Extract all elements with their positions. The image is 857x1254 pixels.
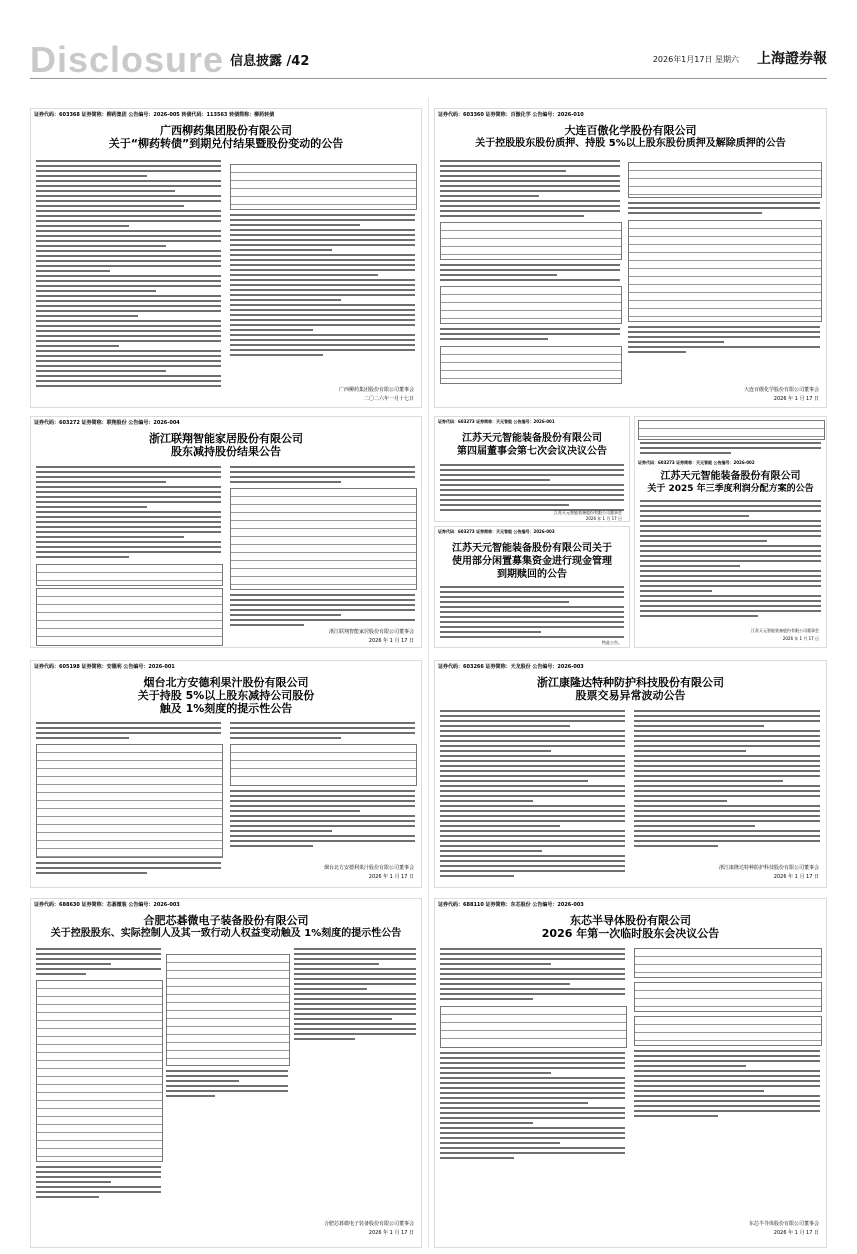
body-text-left-2 bbox=[440, 1052, 625, 1162]
cash-management-table bbox=[638, 420, 825, 440]
announcement-subtitle-2: 到期赎回的公告 bbox=[497, 569, 567, 580]
announcement-xinqi bbox=[30, 898, 422, 1248]
signature-company: 合肥芯碁微电子装备股份有限公司董事会 bbox=[323, 1221, 414, 1227]
announcement-andeli bbox=[30, 660, 422, 888]
equity-change-table bbox=[36, 980, 163, 1162]
body-text-right bbox=[634, 710, 820, 850]
signature-date: 2026 年 1 月 17 日 bbox=[773, 1230, 819, 1236]
announcement-subtitle: 2026 年第一次临时股东会决议公告 bbox=[541, 927, 720, 940]
vote-table-2 bbox=[634, 982, 822, 1012]
announcement-subtitle: 第四届董事会第七次会议决议公告 bbox=[457, 446, 607, 457]
section-title: 信息披露 /42 bbox=[230, 54, 310, 69]
announcement-subtitle: 股票交易异常波动公告 bbox=[575, 689, 686, 702]
body-text-right-head bbox=[230, 466, 415, 486]
announcement-subtitle: 关于控股股东、实际控制人及其一致行动人权益变动触及 1%刻度的提示性公告 bbox=[50, 928, 402, 939]
announcement-title: 江苏天元智能装备股份有限公司 bbox=[660, 471, 801, 482]
announcement-dongxin bbox=[434, 898, 827, 1248]
body-text-left bbox=[36, 862, 221, 877]
date-line: 2026年1月17日 星期六 bbox=[652, 55, 739, 64]
body-text-left bbox=[36, 1166, 161, 1201]
announcement-title: 浙江联翔智能家居股份有限公司 bbox=[149, 432, 303, 445]
signature-company: 烟台北方安德利果汁股份有限公司董事会 bbox=[323, 865, 414, 871]
vote-table-3 bbox=[634, 1016, 822, 1046]
announcement-title: 烟台北方安德利果汁股份有限公司 bbox=[143, 676, 309, 689]
body-text-right bbox=[230, 594, 415, 629]
signature-date: 二〇二六年一月十七日 bbox=[363, 396, 414, 402]
body-text-right bbox=[628, 202, 820, 217]
signature-company: 浙江康隆达特种防护科技股份有限公司董事会 bbox=[718, 865, 819, 871]
body-text-left bbox=[36, 160, 221, 390]
signature-date: 2026 年 1 月 17 日 bbox=[368, 1230, 414, 1236]
body-text bbox=[640, 500, 821, 620]
stock-code-line: 证券代码：603273 证券简称：天元智能 公告编号：2026-001 bbox=[438, 419, 555, 424]
brand-logo: Disclosure bbox=[30, 39, 225, 80]
attendance-table bbox=[440, 1006, 627, 1048]
body-text-right-2 bbox=[628, 326, 820, 356]
body-text-right-head bbox=[230, 722, 415, 742]
announcement-baiao bbox=[434, 108, 827, 408]
announcement-tianyuan-board bbox=[434, 416, 630, 522]
announcement-lianxiang bbox=[30, 416, 422, 648]
stock-code-line: 证券代码：603360 证券简称：百傲化学 公告编号：2026-010 bbox=[438, 112, 584, 118]
announcement-subtitle-2: 触及 1%刻度的提示性公告 bbox=[159, 702, 293, 715]
body-text-left-3 bbox=[440, 328, 620, 343]
pledge-table-3 bbox=[440, 346, 622, 384]
announcement-liuyao bbox=[30, 108, 422, 408]
announcement-subtitle: 关于“柳药转债”到期兑付结果暨股份变动的公告 bbox=[108, 137, 344, 150]
announcement-tianyuan-dividend bbox=[634, 416, 827, 648]
body-text-left bbox=[440, 710, 625, 880]
body-text-right bbox=[634, 1050, 820, 1120]
pledge-table-1 bbox=[440, 222, 622, 260]
pledge-table-2 bbox=[440, 286, 622, 324]
vote-table-1 bbox=[634, 948, 822, 978]
announcement-title: 浙江康隆达特种防护科技股份有限公司 bbox=[537, 676, 724, 689]
body-text-left-head bbox=[36, 722, 221, 742]
holding-before-after-table bbox=[166, 954, 290, 1066]
share-change-table bbox=[230, 164, 417, 210]
signature-company: 江苏天元智能装备股份有限公司董事会 bbox=[751, 628, 819, 633]
signature-company: 浙江联翔智能家居股份有限公司董事会 bbox=[328, 629, 414, 635]
signature-date: 2026 年 1 月 17 日 bbox=[773, 396, 819, 402]
body-text bbox=[440, 586, 624, 641]
announcement-title: 东芯半导体股份有限公司 bbox=[570, 914, 691, 927]
announcement-title: 合肥芯碁微电子装备股份有限公司 bbox=[143, 914, 309, 927]
signature-company: 东芯半导体股份有限公司董事会 bbox=[748, 1221, 819, 1227]
body-text-right bbox=[294, 948, 416, 1043]
body-text-left-2 bbox=[440, 264, 620, 284]
shareholding-table bbox=[628, 162, 822, 198]
body-text-left bbox=[440, 948, 625, 1003]
body-text-top bbox=[640, 442, 821, 457]
announcement-title: 大连百傲化学股份有限公司 bbox=[564, 124, 697, 137]
stock-code-line: 证券代码：603272 证券简称：联翔股份 公告编号：2026-004 bbox=[34, 420, 180, 426]
equity-change-table bbox=[36, 744, 223, 858]
newspaper-name: 上海證券報 bbox=[757, 51, 827, 67]
stock-code-line: 证券代码：688630 证券简称：芯碁微装 公告编号：2026-003 bbox=[34, 902, 180, 908]
announcement-subtitle: 关于 2025 年三季度利润分配方案的公告 bbox=[647, 484, 814, 494]
reduction-table-1 bbox=[36, 564, 223, 586]
announcement-kanglongda bbox=[434, 660, 827, 888]
signature-date: 2026 年 1 月 17 日 bbox=[368, 874, 414, 880]
holding-table bbox=[230, 744, 417, 786]
stock-code-line: 证券代码：603368 证券简称：柳药集团 公告编号：2026-005 转债代码：113563 转债简称：柳药转债 bbox=[34, 112, 275, 118]
announcement-title: 江苏天元智能装备股份有限公司 bbox=[462, 433, 602, 444]
body-text-right bbox=[230, 214, 415, 359]
body-text-left-head bbox=[36, 948, 161, 978]
stock-code-line: 证券代码：605198 证券简称：安德利 公告编号：2026-001 bbox=[34, 664, 175, 670]
stock-code-line: 证券代码：603273 证券简称：天元智能 公告编号：2026-002 bbox=[638, 460, 755, 465]
body-text-left bbox=[440, 160, 620, 220]
reduction-result-table bbox=[230, 488, 417, 590]
signature-date: 2026 年 1 月 17 日 bbox=[782, 636, 819, 641]
closing-note: 特此公告。 bbox=[602, 640, 622, 645]
masthead bbox=[30, 40, 827, 79]
signature-company: 大连百傲化学股份有限公司董事会 bbox=[743, 387, 819, 393]
release-table bbox=[628, 220, 822, 322]
signature-date: 2026 年 1 月 17 日 bbox=[368, 638, 414, 644]
stock-code-line: 证券代码：603273 证券简称：天元智能 公告编号：2026-003 bbox=[438, 529, 555, 534]
body-text bbox=[440, 464, 624, 514]
reduction-table-2 bbox=[36, 588, 223, 646]
announcement-subtitle: 关于持股 5%以上股东减持公司股份 bbox=[137, 689, 315, 702]
announcement-title: 江苏天元智能装备股份有限公司关于 bbox=[452, 543, 612, 554]
stock-code-line: 证券代码：688110 证券简称：东芯股份 公告编号：2026-003 bbox=[438, 902, 584, 908]
signature-date: 2026 年 1 月 17 日 bbox=[773, 874, 819, 880]
signature-date: 2026 年 1 月 17 日 bbox=[585, 516, 622, 521]
signature-company: 江苏天元智能装备股份有限公司董事会 bbox=[554, 510, 622, 515]
column-divider bbox=[428, 98, 429, 1248]
stock-code-line: 证券代码：603266 证券简称：天龙股份 公告编号：2026-003 bbox=[438, 664, 584, 670]
announcement-tianyuan-cash bbox=[434, 526, 630, 648]
body-text-left bbox=[36, 466, 221, 561]
body-text-right bbox=[230, 790, 415, 850]
body-text-middle bbox=[166, 1070, 288, 1100]
signature-company: 广西柳药集团股份有限公司董事会 bbox=[338, 387, 414, 393]
announcement-title: 广西柳药集团股份有限公司 bbox=[160, 124, 292, 137]
announcement-subtitle: 关于控股股东股份质押、持股 5%以上股东股份质押及解除质押的公告 bbox=[475, 138, 786, 149]
announcement-subtitle: 股东减持股份结果公告 bbox=[171, 445, 281, 458]
announcement-subtitle: 使用部分闲置募集资金进行现金管理 bbox=[452, 556, 612, 567]
